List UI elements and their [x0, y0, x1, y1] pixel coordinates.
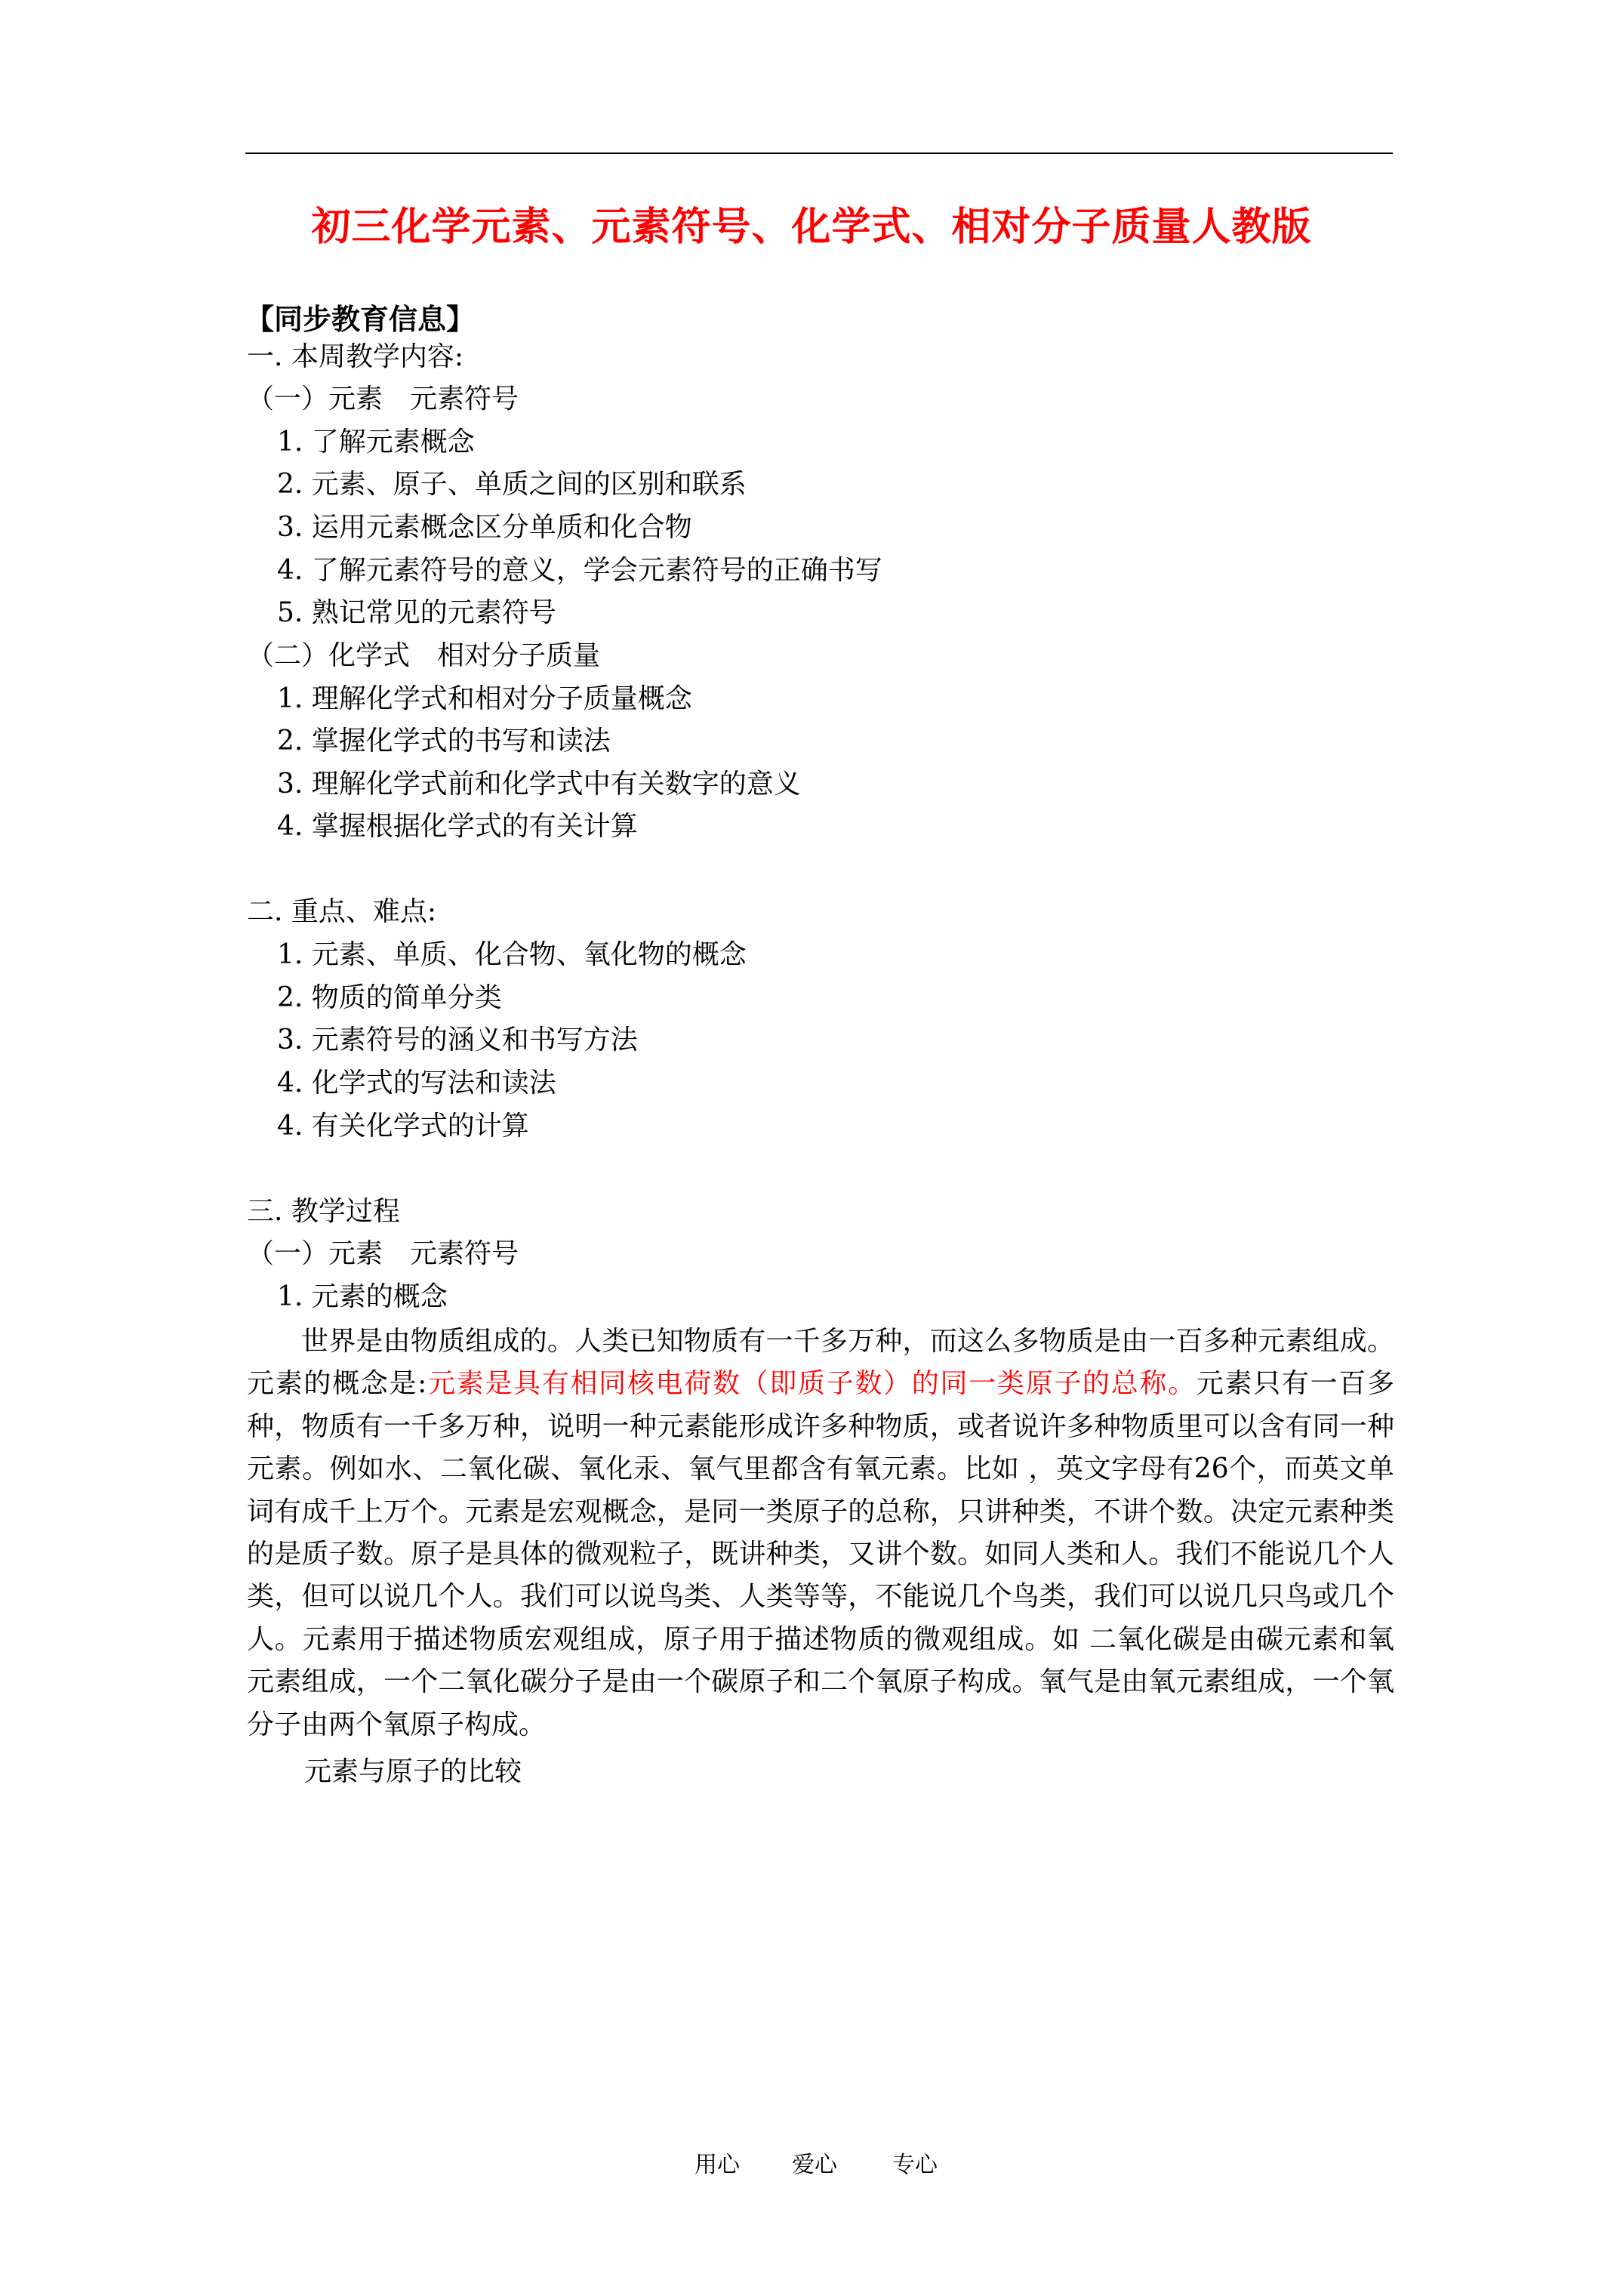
header-rule — [245, 153, 1393, 154]
part1-subheading-2: （二）化学式 相对分子质量 — [247, 640, 601, 671]
list-item: 1. 理解化学式和相对分子质量概念 — [277, 683, 692, 714]
body-paragraph — [247, 1321, 1394, 1746]
paragraph-text: 元素只有一百多种，物质有一千多万种，说明一种元素能形成许多种物质，或者说许多种物质里可以含有同一种元素。例如水、二氧化碳、氧化汞、氧气里都含有氧元素。比如 ，英文字母有26个，而英文单词有成千上万个。元素是宏观概念，是同一类原子的总称，只讲种类，不讲个数。决定元素种类的是质子数。原子是具体的微观粒子，既讲种类，又讲个数。如同人类和人。我们不能说几个人类，但可以说几个人。我们可以说鸟类、人类等等，不能说几个鸟类，我们可以说几只鸟或几个人。元素用于描述物质宏观组成，原子用于描述物质的微观组成。如 二氧化碳是由碳元素和氧元素组成，一个二氧化碳分子是由一个碳原子和二个氧原子构成。氧气是由氧元素组成，一个氧分子由两个氧原子构成。 — [247, 1368, 1394, 1740]
list-item: 3. 理解化学式前和化学式中有关数字的意义 — [277, 769, 801, 800]
highlighted-definition: 元素是具有相同核电荷数（即质子数）的同一类原子的总称。 — [427, 1368, 1196, 1400]
list-item: 1. 了解元素概念 — [277, 427, 475, 458]
list-item: 2. 元素、原子、单质之间的区别和联系 — [277, 469, 747, 500]
list-item: 4. 化学式的写法和读法 — [277, 1068, 556, 1099]
list-item: 4. 掌握根据化学式的有关计算 — [277, 811, 638, 842]
footer-text: 爱心 — [792, 2152, 837, 2178]
part1-heading: 一. 本周教学内容: — [247, 341, 464, 372]
list-item: 4. 有关化学式的计算 — [277, 1111, 529, 1142]
part3-heading: 三. 教学过程 — [247, 1196, 400, 1227]
paragraph-text: 世界是由物质组成的。人类已知物质有一千多万种，而这么多物质是由一百多种元素组成。元素的概念是: — [247, 1326, 1394, 1400]
list-item: 1. 元素的概念 — [277, 1281, 448, 1312]
part2-heading: 二. 重点、难点: — [247, 896, 437, 927]
section-header: 【同步教育信息】 — [245, 302, 476, 336]
list-item: 2. 物质的简单分类 — [277, 982, 502, 1013]
part3-subheading: （一）元素 元素符号 — [247, 1238, 519, 1269]
list-item: 3. 运用元素概念区分单质和化合物 — [277, 512, 692, 543]
list-item: 4. 了解元素符号的意义，学会元素符号的正确书写 — [277, 555, 882, 586]
part1-subheading-1: （一）元素 元素符号 — [247, 384, 519, 415]
list-item: 2. 掌握化学式的书写和读法 — [277, 726, 611, 757]
footer-text: 用心 — [694, 2152, 740, 2178]
paragraph-tail: 元素与原子的比较 — [304, 1756, 522, 1787]
list-item: 3. 元素符号的涵义和书写方法 — [277, 1025, 638, 1056]
footer-text: 专心 — [892, 2152, 938, 2178]
list-item: 1. 元素、单质、化合物、氧化物的概念 — [277, 939, 747, 970]
document-title: 初三化学元素、元素符号、化学式、相对分子质量人教版 — [311, 204, 1312, 250]
list-item: 5. 熟记常见的元素符号 — [277, 597, 556, 628]
